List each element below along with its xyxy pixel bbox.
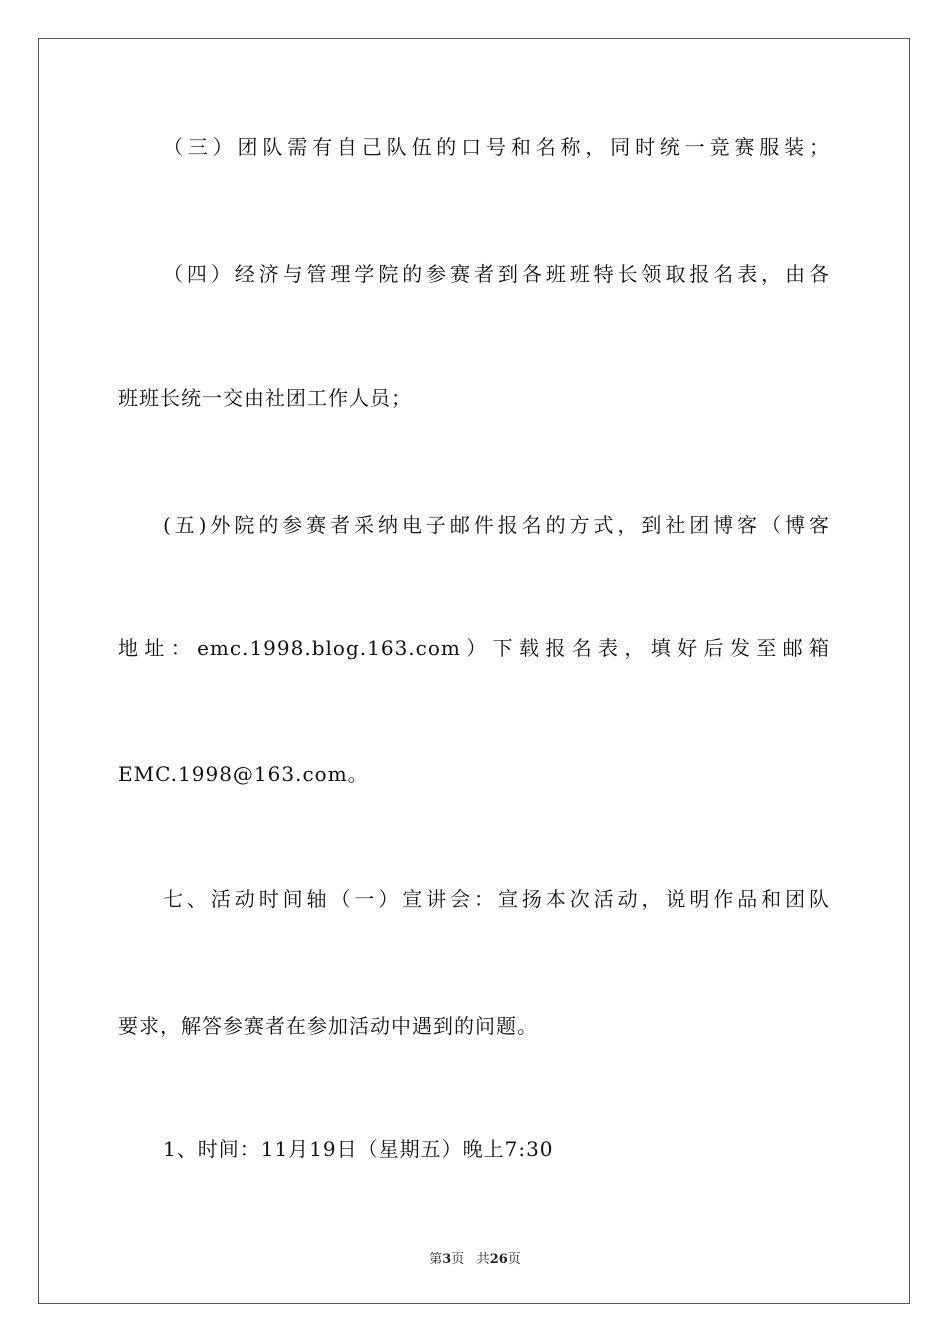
footer-total-suffix: 页	[507, 1252, 521, 1267]
paragraph-line-time: 1、时间：11月19日（星期五）晚上7:30	[163, 1137, 554, 1161]
page-footer	[0, 1248, 950, 1267]
paragraph-line-email: EMC.1998@163.com。	[118, 762, 369, 786]
footer-total-pages: 26	[489, 1252, 508, 1267]
paragraph-line-blog-address: 地址：emc.1998.blog.163.com）下载报名表，填好后发至邮箱	[118, 636, 830, 660]
paragraph-line-timeline-cont: 要求，解答参赛者在参加活动中遇到的问题。	[118, 1014, 538, 1038]
footer-page-suffix: 页	[451, 1252, 465, 1267]
footer-page-number: 3	[442, 1252, 452, 1267]
page-border	[38, 38, 910, 1304]
paragraph-line-timeline-heading: 七、活动时间轴（一）宣讲会：宣扬本次活动，说明作品和团队	[163, 887, 830, 911]
footer-prefix: 第	[429, 1252, 443, 1267]
paragraph-line-econ-registration: （四）经济与管理学院的参赛者到各班班特长领取报名表，由各	[163, 262, 830, 286]
paragraph-line-team-requirements: （三）团队需有自己队伍的口号和名称，同时统一竞赛服装；	[163, 135, 830, 159]
paragraph-line-external-registration: (五)外院的参赛者采纳电子邮件报名的方式，到社团博客（博客	[163, 513, 830, 537]
footer-total-prefix: 共	[476, 1252, 490, 1267]
paragraph-line-econ-registration-cont: 班班长统一交由社团工作人员；	[118, 386, 412, 410]
